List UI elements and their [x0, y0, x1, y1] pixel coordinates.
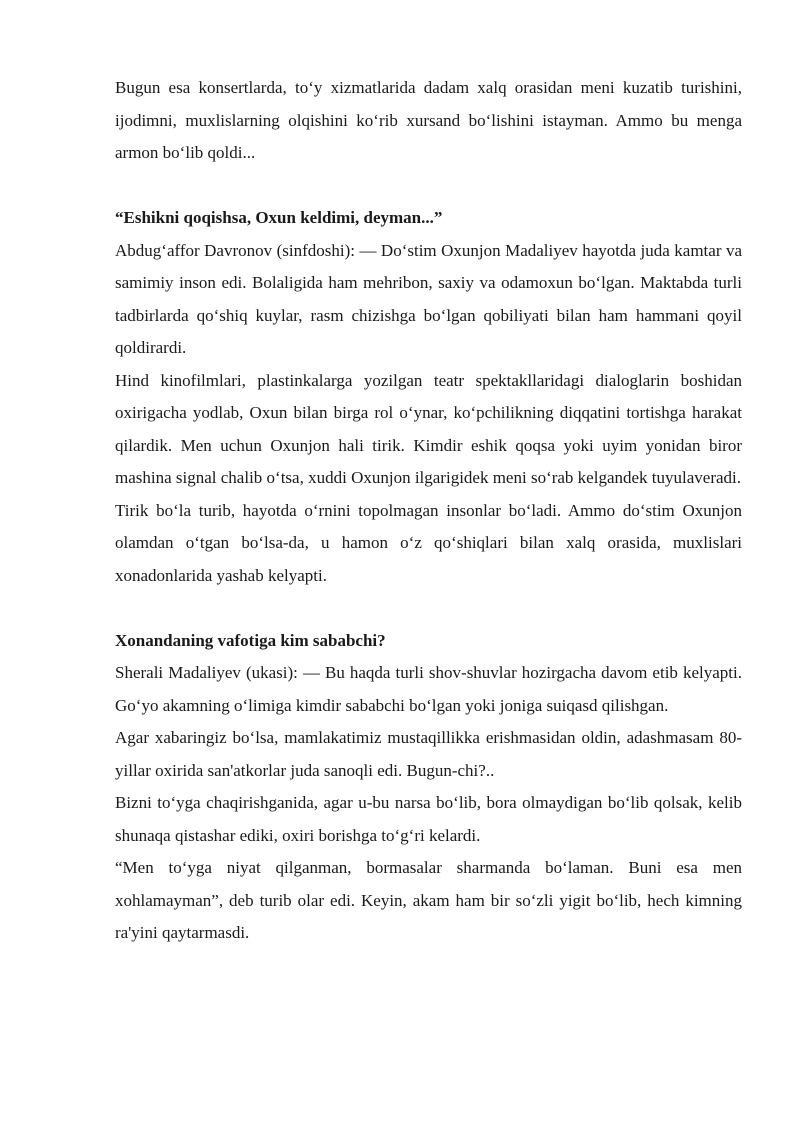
paragraph-madaliyev-2: Agar xabaringiz bo‘lsa, mamlakatimiz mustaqillikka erishmasidan oldin, adashmasam 80-yillar oxirida san'atkorlar juda sanoqli edi. Bugun-chi?.. — [115, 728, 742, 780]
paragraph-davronov-3: Tirik bo‘la turib, hayotda o‘rnini topolmagan insonlar bo‘ladi. Ammo do‘stim Oxunjon olamdan o‘tgan bo‘lsa-da, u hamon o‘z qo‘shiqlari bilan xalq orasida, muxlislari xonadonlarida yashab kelyapti. — [115, 500, 742, 585]
section-heading-vafot: Xonandaning vafotiga kim sababchi? — [115, 630, 386, 650]
blank-line — [115, 592, 742, 625]
paragraph-madaliyev-4: “Men to‘yga niyat qilganman, bormasalar sharmanda bo‘laman. Buni esa men xohlamayman”, deb turib olar edi. Keyin, akam ham bir so‘zli yigit bo‘lib, hech kimning ra'yini qaytarmasdi. — [115, 858, 742, 942]
blank-line — [115, 170, 742, 203]
document-page — [115, 72, 742, 950]
paragraph-davronov-1: Abdug‘affor Davronov (sinfdoshi): — Do‘stim Oxunjon Madaliyev hayotda juda kamtar va samimiy inson edi. Bolaligida ham mehribon, saxiy va odamoxun bo‘lgan. Maktabda turli tadbirlarda qo‘shiq kuylar, rasm chizishga bo‘lgan qobiliyati bilan ham hammani qoyil qoldirardi. — [115, 240, 742, 357]
paragraph-intro: Bugun esa konsertlarda, to‘y xizmatlarida dadam xalq orasidan meni kuzatib turishini, ijodimni, muxlislarning olqishini ko‘rib xursand bo‘lishini istayman. Ammo bu menga armon bo‘lib qoldi... — [115, 78, 742, 162]
section-heading-eshikni: “Eshikni qoqishsa, Oxun keldimi, deyman...” — [115, 208, 443, 227]
paragraph-madaliyev-1: Sherali Madaliyev (ukasi): — Bu haqda turli shov-shuvlar hozirgacha davom etib kelyapti. Go‘yo akamning o‘limiga kimdir sababchi bo‘lgan yoki joniga suiqasd qilishgan. — [115, 663, 742, 715]
paragraph-davronov-2: Hind kinofilmlari, plastinkalarga yozilgan teatr spektakllaridagi dialoglarin boshidan oxirigacha yodlab, Oxun bilan birga rol o‘ynar, ko‘pchilikning diqqatini tortishga harakat qilardik. Men uchun Oxunjon hali tirik. Kimdir eshik qoqsa yoki uyim yonidan biror mashina signal chalib o‘tsa, xuddi Oxunjon ilgarigidek meni so‘rab kelgandek tuyulaveradi. — [115, 370, 742, 487]
paragraph-madaliyev-3: Bizni to‘yga chaqirishganida, agar u-bu narsa bo‘lib, bora olmaydigan bo‘lib qolsak, kelib shunaqa qistashar ediki, oxiri borishga to‘g‘ri kelardi. — [115, 793, 742, 845]
